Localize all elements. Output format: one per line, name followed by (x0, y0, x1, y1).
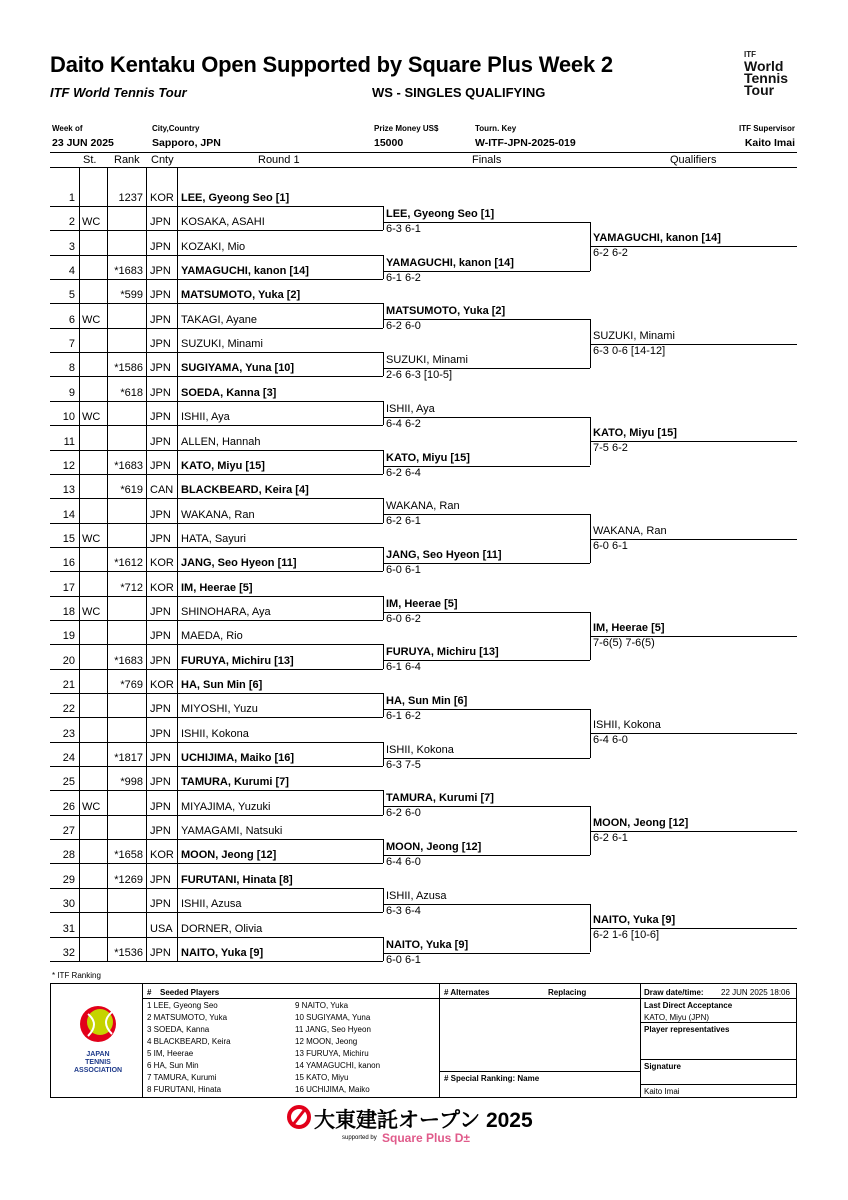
bracket-connector (383, 644, 384, 668)
col-round1: Round 1 (258, 154, 300, 166)
finals-score: 6-1 6-2 (386, 271, 421, 284)
row-line (50, 693, 383, 694)
player-name: MATSUMOTO, Yuka [2] (181, 289, 301, 302)
seed-entry: 6 HA, Sun Min (147, 1061, 199, 1070)
player-rank: *618 (120, 386, 143, 399)
draw-position: 14 (62, 508, 75, 521)
draw-position: 4 (68, 265, 75, 278)
finals-winner: IM, Heerae [5] (386, 597, 458, 610)
player-country: JPN (150, 776, 171, 789)
lda-label: Last Direct Acceptance (644, 1001, 733, 1010)
player-country: JPN (150, 703, 171, 716)
player-country: KOR (150, 557, 174, 570)
qualifier-score: 7-5 6-2 (593, 442, 628, 455)
row-line (50, 620, 383, 621)
prize-value: 15000 (374, 137, 404, 149)
qualifier-score: 6-3 0-6 [14-12] (593, 344, 666, 357)
player-country: JPN (150, 727, 171, 740)
row-line (50, 912, 383, 913)
player-name: TAKAGI, Ayane (181, 313, 258, 326)
draw-position: 8 (68, 362, 75, 375)
row-line (50, 961, 383, 962)
row-line (50, 206, 383, 207)
player-reps-label: Player representatives (644, 1025, 730, 1034)
player-name: NAITO, Yuka [9] (181, 946, 264, 959)
draw-position: 10 (62, 411, 75, 424)
prize-label: Prize Money US$ (374, 124, 439, 133)
qualifier-score: 6-2 1-6 [10-6] (593, 929, 660, 942)
bracket-connector (383, 742, 384, 766)
player-country: JPN (150, 752, 171, 765)
finals-winner: YAMAGUCHI, kanon [14] (386, 256, 514, 269)
draw-position: 3 (68, 240, 75, 253)
row-line (50, 303, 383, 304)
lda-value: KATO, Miyu (JPN) (644, 1013, 710, 1022)
city-value: Sapporo, JPN (152, 137, 221, 149)
row-line (50, 352, 383, 353)
qualifier-name: ISHII, Kokona (593, 719, 661, 732)
player-name: TAMURA, Kurumi [7] (181, 776, 289, 789)
qualifier-score: 6-2 6-1 (593, 831, 628, 844)
qualifier-name: SUZUKI, Minami (593, 329, 675, 342)
row-line (50, 839, 383, 840)
finals-winner: JANG, Seo Hyeon [11] (386, 548, 502, 561)
row-line (50, 863, 383, 864)
player-rank: *1586 (114, 362, 143, 375)
player-name: KATO, Miyu [15] (181, 459, 265, 472)
signature-label: Signature (644, 1062, 681, 1071)
finals-score: 6-3 6-4 (386, 904, 421, 917)
row-line (50, 790, 383, 791)
player-rank: *1269 (114, 873, 143, 886)
col-qualifiers: Qualifiers (670, 154, 717, 166)
player-rank: *619 (120, 484, 143, 497)
player-country: JPN (150, 411, 171, 424)
qualifier-score: 7-6(5) 7-6(5) (593, 636, 655, 649)
draw-position: 6 (68, 313, 75, 326)
finals-score: 6-2 6-4 (386, 466, 421, 479)
finals-score: 6-2 6-1 (386, 515, 421, 528)
tennis-ball-icon (74, 1004, 122, 1044)
draw-position: 19 (62, 630, 75, 643)
row-line (50, 644, 383, 645)
player-name: FURUYA, Michiru [13] (181, 654, 294, 667)
bracket-connector (383, 693, 384, 717)
entry-status: WC (82, 605, 101, 618)
player-country: JPN (150, 605, 171, 618)
player-country: USA (150, 922, 173, 935)
player-name: ISHII, Kokona (181, 727, 249, 740)
bracket-connector (383, 450, 384, 474)
row-line (50, 376, 383, 377)
qualifier-name: WAKANA, Ran (593, 524, 667, 537)
draw-position: 5 (68, 289, 75, 302)
player-country: KOR (150, 679, 174, 691)
player-country: JPN (150, 873, 171, 886)
seed-entry: 2 MATSUMOTO, Yuka (147, 1013, 228, 1022)
seed-entry: 16 UCHIJIMA, Maiko (295, 1085, 370, 1094)
player-country: JPN (150, 800, 171, 813)
week-value: 23 JUN 2025 (52, 137, 114, 149)
player-name: FURUTANI, Hinata [8] (181, 873, 293, 886)
finals-score: 6-4 6-0 (386, 856, 421, 869)
draw-position: 1 (68, 192, 75, 204)
player-name: MOON, Jeong [12] (181, 849, 277, 862)
draw-position: 30 (62, 898, 75, 911)
player-country: JPN (150, 898, 171, 911)
draw-position: 27 (62, 825, 75, 838)
player-rank: *599 (120, 289, 143, 302)
alternates-header: # Alternates (444, 988, 490, 997)
col-cnty: Cnty (151, 154, 174, 166)
row-line (50, 717, 383, 718)
key-value: W-ITF-JPN-2025-019 (475, 137, 576, 149)
player-country: JPN (150, 435, 171, 448)
draw-position: 22 (62, 703, 75, 716)
seeded-header: Seeded Players (160, 988, 220, 997)
row-line (50, 523, 383, 524)
player-country: JPN (150, 825, 171, 838)
draw-position: 13 (62, 484, 75, 497)
finals-score: 6-0 6-2 (386, 612, 421, 625)
bracket-connector (383, 839, 384, 863)
player-country: JPN (150, 946, 171, 959)
col-st: St. (83, 154, 97, 166)
tournament-title: Daito Kentaku Open Supported by Square Plus Week 2 (50, 52, 613, 77)
player-name: UCHIJIMA, Maiko [16] (181, 752, 295, 765)
player-name: SHINOHARA, Aya (181, 605, 271, 618)
draw-position: 15 (62, 532, 75, 545)
grid-line (146, 167, 147, 962)
row-line (50, 279, 383, 280)
row-line (50, 401, 383, 402)
player-name: SOEDA, Kanna [3] (181, 386, 277, 399)
row-line (50, 450, 383, 451)
finals-winner: TAMURA, Kurumi [7] (386, 792, 494, 805)
bracket-connector (383, 596, 384, 620)
player-name: MIYAJIMA, Yuzuki (181, 800, 271, 813)
daito-logo-icon (286, 1104, 312, 1130)
finals-score: 2-6 6-3 [10-5] (386, 369, 453, 382)
player-name: ALLEN, Hannah (181, 435, 261, 448)
bracket-connector (383, 303, 384, 327)
bracket-connector (383, 547, 384, 571)
player-name: HA, Sun Min [6] (181, 679, 263, 691)
draw-position: 31 (62, 922, 75, 935)
draw-position: 24 (62, 752, 75, 765)
draw-position: 29 (62, 873, 75, 886)
seed-entry: 5 IM, Heerae (147, 1049, 194, 1058)
player-rank: *1817 (114, 752, 143, 765)
player-country: JPN (150, 338, 171, 351)
player-country: JPN (150, 386, 171, 399)
draw-date-value: 22 JUN 2025 18:06 (721, 988, 790, 997)
row-line (50, 596, 383, 597)
draw-position: 9 (68, 386, 75, 399)
finals-score: 6-1 6-4 (386, 661, 421, 674)
draw-position: 25 (62, 776, 75, 789)
finals-winner: NAITO, Yuka [9] (386, 938, 469, 951)
row-line (50, 815, 383, 816)
player-name: KOSAKA, ASAHI (181, 216, 265, 229)
qualifier-name: MOON, Jeong [12] (593, 816, 689, 829)
finals-winner: LEE, Gyeong Seo [1] (386, 208, 495, 220)
seed-entry: 15 KATO, Miyu (295, 1073, 349, 1082)
tour-subtitle: ITF World Tennis Tour (50, 85, 187, 100)
supervisor-value: Kaito Imai (744, 137, 795, 149)
draw-date-label: Draw date/time: (644, 988, 704, 997)
player-country: JPN (150, 313, 171, 326)
col-finals: Finals (472, 154, 502, 166)
seed-entry: 9 NAITO, Yuka (295, 1001, 349, 1010)
seed-entry: 8 FURUTANI, Hinata (147, 1085, 222, 1094)
draw-position: 28 (62, 849, 75, 862)
player-rank: *998 (120, 776, 143, 789)
finals-score: 6-2 6-0 (386, 320, 421, 333)
sponsor-title: 大東建託オープン 2025 (314, 1109, 533, 1132)
sponsor-brand: Square Plus D± (382, 1131, 470, 1145)
row-line (50, 547, 383, 548)
seed-entry: 1 LEE, Gyeong Seo (147, 1001, 218, 1010)
player-country: JPN (150, 630, 171, 643)
player-name: HATA, Sayuri (181, 532, 246, 545)
finals-winner: SUZUKI, Minami (386, 354, 468, 367)
draw-position: 18 (62, 605, 75, 618)
row-line (50, 255, 383, 256)
finals-winner: ISHII, Aya (386, 402, 435, 415)
special-ranking-header: # Special Ranking: Name (444, 1074, 540, 1083)
player-name: SUZUKI, Minami (181, 338, 263, 351)
finals-winner: KATO, Miyu [15] (386, 451, 470, 464)
bracket-connector (383, 255, 384, 279)
draw-position: 26 (62, 800, 75, 813)
player-country: JPN (150, 362, 171, 375)
player-name: DORNER, Olivia (181, 922, 263, 935)
draw-position: 16 (62, 557, 75, 570)
player-country: KOR (150, 192, 174, 204)
qualifier-name: NAITO, Yuka [9] (593, 914, 676, 927)
itf-ranking-note: * ITF Ranking (52, 971, 101, 980)
seeded-hash: # (147, 988, 152, 997)
player-country: JPN (150, 508, 171, 521)
entry-status: WC (82, 313, 101, 326)
player-name: WAKANA, Ran (181, 508, 255, 521)
row-line (50, 742, 383, 743)
player-rank: 1237 (118, 192, 143, 204)
draw-position: 17 (62, 581, 75, 594)
finals-winner: FURUYA, Michiru [13] (386, 646, 499, 659)
row-line (50, 474, 383, 475)
bracket-connector (383, 498, 384, 522)
bracket-connector (383, 352, 384, 376)
event-name: WS - SINGLES QUALIFYING (372, 85, 546, 100)
seed-entry: 12 MOON, Jeong (295, 1037, 358, 1046)
qualifier-name: YAMAGUCHI, kanon [14] (593, 232, 721, 245)
player-name: MAEDA, Rio (181, 630, 243, 643)
sponsor-block (286, 1104, 576, 1150)
draw-position: 21 (62, 679, 75, 691)
player-name: IM, Heerae [5] (181, 581, 253, 594)
row-line (50, 425, 383, 426)
row-line (50, 888, 383, 889)
player-name: MIYOSHI, Yuzu (181, 703, 258, 716)
player-country: KOR (150, 849, 174, 862)
player-rank: *1683 (114, 265, 143, 278)
row-line (50, 766, 383, 767)
player-country: KOR (150, 581, 174, 594)
finals-score: 6-3 6-1 (386, 223, 421, 235)
finals-score: 6-0 6-1 (386, 563, 421, 576)
player-country: JPN (150, 289, 171, 302)
finals-score: 6-4 6-2 (386, 417, 421, 430)
grid-line (177, 167, 178, 962)
qualifier-score: 6-0 6-1 (593, 539, 628, 552)
row-line (50, 498, 383, 499)
player-name: SUGIYAMA, Yuna [10] (181, 362, 295, 375)
player-name: YAMAGAMI, Natsuki (181, 825, 283, 838)
player-rank: *1683 (114, 654, 143, 667)
draw-position: 2 (68, 216, 75, 229)
entry-status: WC (82, 216, 101, 229)
seed-entry: 10 SUGIYAMA, Yuna (295, 1013, 371, 1022)
supervisor-label: ITF Supervisor (738, 124, 795, 133)
player-rank: *1612 (114, 557, 143, 570)
signature-value: Kaito Imai (644, 1087, 680, 1096)
player-rank: *1683 (114, 459, 143, 472)
player-name: KOZAKI, Mio (181, 240, 246, 253)
finals-score: 6-2 6-0 (386, 807, 421, 820)
draw-position: 20 (62, 654, 75, 667)
week-label: Week of (52, 124, 83, 133)
player-country: JPN (150, 265, 171, 278)
seed-entry: 4 BLACKBEARD, Keira (147, 1037, 231, 1046)
seed-entry: 11 JANG, Seo Hyeon (295, 1025, 371, 1034)
row-line (50, 669, 383, 670)
player-name: ISHII, Aya (181, 411, 230, 424)
player-country: JPN (150, 532, 171, 545)
player-name: JANG, Seo Hyeon [11] (181, 557, 297, 570)
row-line (50, 937, 383, 938)
row-line (50, 571, 383, 572)
seed-entry: 3 SOEDA, Kanna (147, 1025, 210, 1034)
draw-position: 7 (68, 338, 75, 351)
draw-position: 12 (62, 459, 75, 472)
finals-score: 6-0 6-1 (386, 953, 421, 966)
finals-winner: WAKANA, Ran (386, 500, 460, 513)
finals-score: 6-1 6-2 (386, 710, 421, 722)
finals-winner: HA, Sun Min [6] (386, 695, 468, 707)
finals-score: 6-3 7-5 (386, 758, 421, 771)
player-rank: *1658 (114, 849, 143, 862)
bracket-connector (383, 937, 384, 961)
bracket-connector (383, 888, 384, 912)
row-line (50, 230, 383, 231)
entry-status: WC (82, 532, 101, 545)
player-name: BLACKBEARD, Keira [4] (181, 484, 309, 497)
draw-position: 23 (62, 727, 75, 740)
player-name: ISHII, Azusa (181, 898, 242, 911)
bracket-connector (383, 206, 384, 230)
finals-winner: ISHII, Azusa (386, 889, 447, 902)
qualifier-name: KATO, Miyu [15] (593, 427, 677, 440)
finals-winner: ISHII, Kokona (386, 743, 454, 756)
player-country: JPN (150, 459, 171, 472)
qualifier-name: IM, Heerae [5] (593, 621, 665, 634)
qualifier-score: 6-4 6-0 (593, 734, 628, 747)
replacing-header: Replacing (548, 988, 587, 997)
grid-line (79, 167, 80, 962)
jta-logo: JAPAN TENNIS ASSOCIATION (74, 1004, 122, 1090)
finals-winner: MATSUMOTO, Yuka [2] (386, 305, 506, 318)
sponsor-supported-by: supported by (342, 1135, 377, 1141)
finals-winner: MOON, Jeong [12] (386, 841, 482, 854)
bracket-connector (383, 790, 384, 814)
player-rank: *769 (120, 679, 143, 691)
player-name: LEE, Gyeong Seo [1] (181, 192, 290, 204)
player-rank: *1536 (114, 946, 143, 959)
player-rank: *712 (120, 581, 143, 594)
player-country: JPN (150, 240, 171, 253)
entry-status: WC (82, 800, 101, 813)
seed-entry: 7 TAMURA, Kurumi (147, 1073, 217, 1082)
row-line (50, 328, 383, 329)
itf-world-tennis-tour-logo: ITF World Tennis Tour (744, 50, 789, 98)
player-country: JPN (150, 216, 171, 229)
player-name: YAMAGUCHI, kanon [14] (181, 265, 309, 278)
player-country: JPN (150, 654, 171, 667)
player-country: CAN (150, 484, 174, 497)
col-rank: Rank (114, 154, 140, 166)
draw-position: 11 (63, 435, 75, 448)
entry-status: WC (82, 411, 101, 424)
bracket-connector (383, 401, 384, 425)
seed-entry: 14 YAMAGUCHI, kanon (295, 1061, 381, 1070)
city-label: City,Country (152, 124, 200, 133)
draw-position: 32 (62, 946, 75, 959)
qualifier-score: 6-2 6-2 (593, 247, 628, 260)
seed-entry: 13 FURUYA, Michiru (295, 1049, 369, 1058)
key-label: Tourn. Key (475, 124, 517, 133)
